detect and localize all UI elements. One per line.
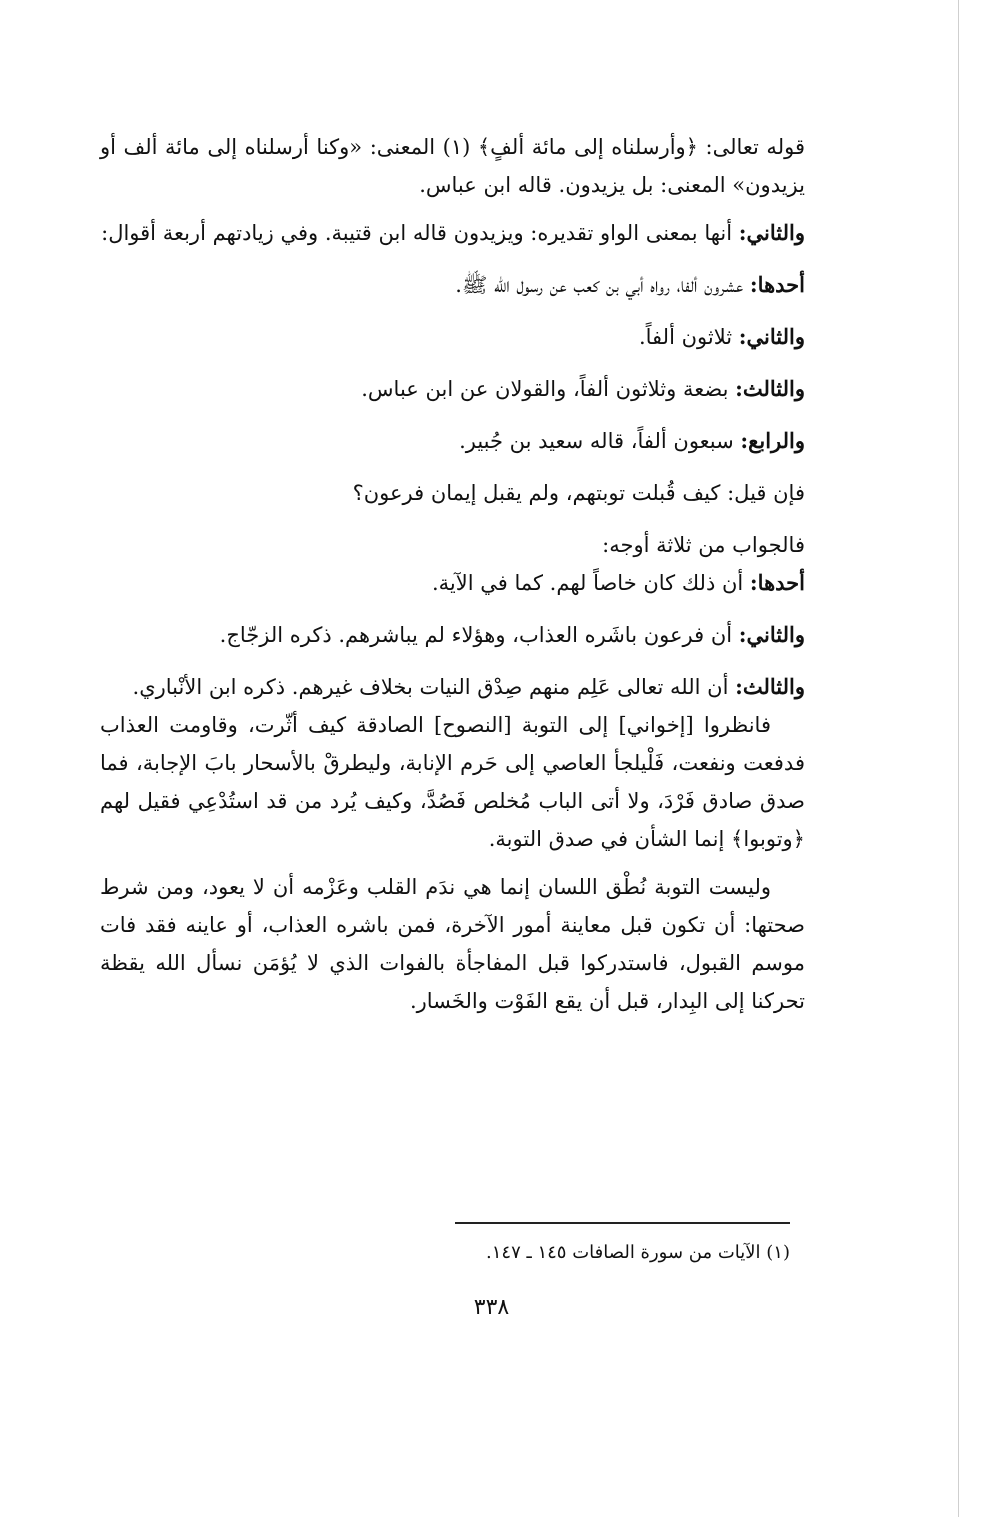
answer-3-text: أن الله تعالى عَلِم منهم صِدْق النيات بخلاف غيرهم. ذكره ابن الأنْباري. [132,675,729,699]
label-second: والثاني: [738,622,805,647]
page-number: ٣٣٨ [473,1295,510,1320]
page-body [100,128,805,1020]
answer-1 [100,564,805,602]
question: فإن قيل: كيف قُبلت توبتهم، ولم يقبل إيمان فرعون؟ [352,481,805,505]
paragraph-2 [100,214,805,252]
page-edge-line [958,0,959,1517]
opinion-4 [100,422,805,460]
opinion-1 [100,266,805,304]
answer-intro: فالجواب من ثلاثة أوجه: [602,533,805,557]
opinion-3 [100,370,805,408]
label-first: أحدها: [749,272,805,297]
footnote-rule [455,1222,790,1224]
opinion-4-text: سبعون ألفاً، قاله سعيد بن جُبير. [459,429,734,453]
label-second: والثاني: [738,324,805,349]
answer-2-text: أن فرعون باشَره العذاب، وهؤلاء لم يباشرهم. ذكره الزجّاج. [219,623,733,647]
label-second: والثاني: [738,220,805,245]
repentance-paragraph: وليست التوبة نُطْق اللسان إنما هي ندَم القلب وعَزْمه أن لا يعود، ومن شرط صحتها: أن تكون قبل معاينة أمور الآخرة، فمن باشره العذاب، أو عاينه فقد فات موسم القبول، فاستدركوا قبل المفاجأة بالفوات الذي لا يُؤمَن نسأل الله يقظة تحركنا إلى البِدار، قبل أن يقع الفَوْت والخَسار. [100,875,805,1013]
label-third: والثالث: [735,376,805,401]
answer-3 [100,668,805,706]
exhortation-paragraph: فانظروا [إخواني] إلى التوبة [النصوح] الصادقة كيف أثّرت، وقاومت العذاب فدفعت ونفعت، فَلْيلجأ العاصي إلى حَرم الإنابة، وليطرقْ بالأسحار بابَ الإجابة، فما صدق صادق فَرْدَ، ولا أتى الباب مُخلص فَصُدَّ، وكيف يُرد من قد استُدْعِي فقيل لهم ﴿وتوبوا﴾ إنما الشأن في صدق التوبة. [100,713,805,851]
label-third: والثالث: [735,674,805,699]
opinion-1-text: عشرون ألفا، رواه أبي بن كعب عن رسول الله ﷺ. [455,273,744,297]
opinion-2 [100,318,805,356]
paragraph-1: قوله تعالى: ﴿وأرسلناه إلى مائة ألفٍ﴾ (١) المعنى: «وكنا أرسلناه إلى مائة ألف أو يزيدون» المعنى: بل يزيدون. قاله ابن عباس. [100,135,805,197]
answer-1-text: أن ذلك كان خاصاً لهم. كما في الآية. [431,571,744,595]
answer-2 [100,616,805,654]
label-fourth: والرابع: [740,428,805,453]
opinion-2-text: ثلاثون ألفاً. [638,325,733,349]
opinion-3-text: بضعة وثلاثون ألفاً، والقولان عن ابن عباس. [361,377,729,401]
label-first: أحدها: [749,570,805,595]
footnote: (١) الآيات من سورة الصافات ١٤٥ ـ ١٤٧. [486,1242,790,1263]
paragraph-2-text: أنها بمعنى الواو تقديره: ويزيدون قاله ابن قتيبة. وفي زيادتهم أربعة أقوال: [101,221,733,245]
